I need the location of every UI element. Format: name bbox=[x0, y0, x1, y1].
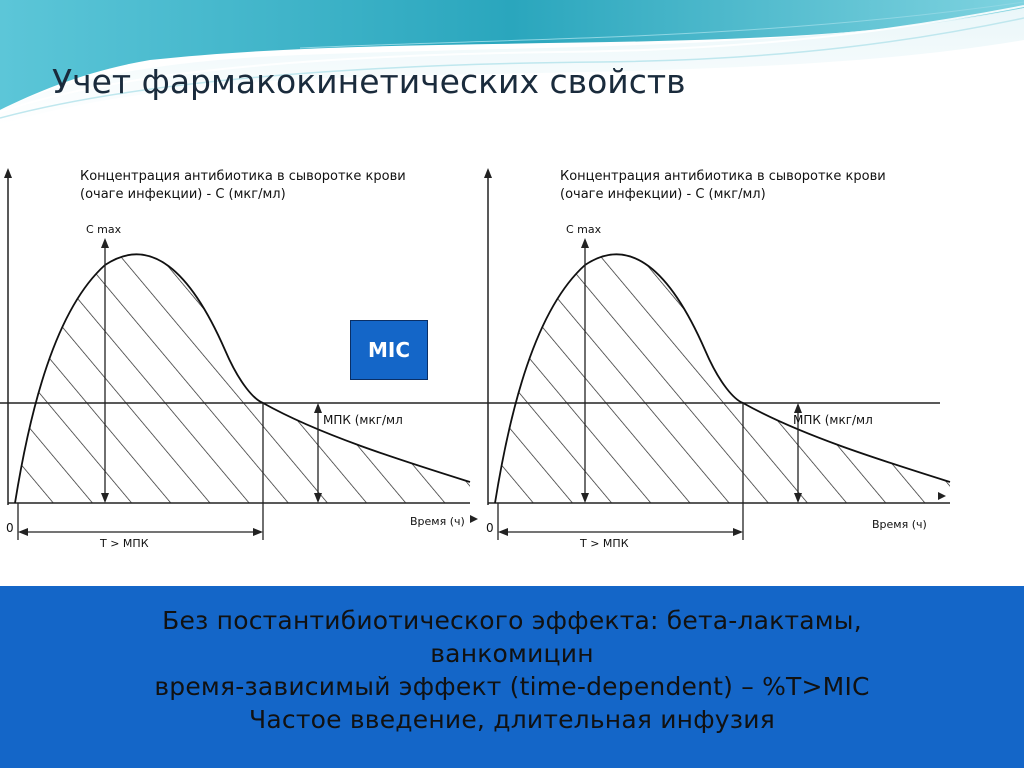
slide-title: Учет фармакокинетических свойств bbox=[52, 62, 686, 101]
auc-hatch-right bbox=[480, 160, 950, 550]
bottom-line-3: время-зависимый эффект (time-dependent) – %T>MIC bbox=[154, 672, 870, 701]
y-axis-arrow-right bbox=[484, 168, 492, 178]
mic-badge: MIC bbox=[350, 320, 428, 380]
x-label-right: Время (ч) bbox=[872, 518, 927, 531]
bottom-line-1: Без постантибиотического эффекта: бета-лактамы, bbox=[162, 606, 862, 635]
cmax-label-left: C max bbox=[86, 223, 122, 236]
y-label-line2-left: (очаге инфекции) - С (мкг/мл) bbox=[80, 187, 286, 202]
pk-curve-diagram-right bbox=[480, 160, 950, 550]
mpk-label-right: МПК (мкг/мл bbox=[793, 413, 873, 427]
y-label-line1-left: Концентрация антибиотика в сыворотке крови bbox=[80, 169, 406, 184]
y-axis-arrow-left bbox=[4, 168, 12, 178]
origin-label-right: 0 bbox=[486, 521, 494, 535]
x-label-left: Время (ч) bbox=[410, 515, 465, 528]
bottom-line-2: ванкомицин bbox=[430, 639, 594, 668]
cmax-label-right: C max bbox=[566, 223, 602, 236]
t-over-mic-label-right: T > МПК bbox=[580, 537, 629, 550]
y-label-line1-right: Концентрация антибиотика в сыворотке крови bbox=[560, 169, 886, 184]
mpk-label-left: МПК (мкг/мл bbox=[323, 413, 403, 427]
t-over-mic-label-left: T > МПК bbox=[100, 537, 149, 550]
bottom-info-text bbox=[0, 604, 1024, 736]
y-label-line2-right: (очаге инфекции) - С (мкг/мл) bbox=[560, 187, 766, 202]
bottom-line-4: Частое введение, длительная инфузия bbox=[249, 705, 775, 734]
origin-label-left: 0 bbox=[6, 521, 14, 535]
